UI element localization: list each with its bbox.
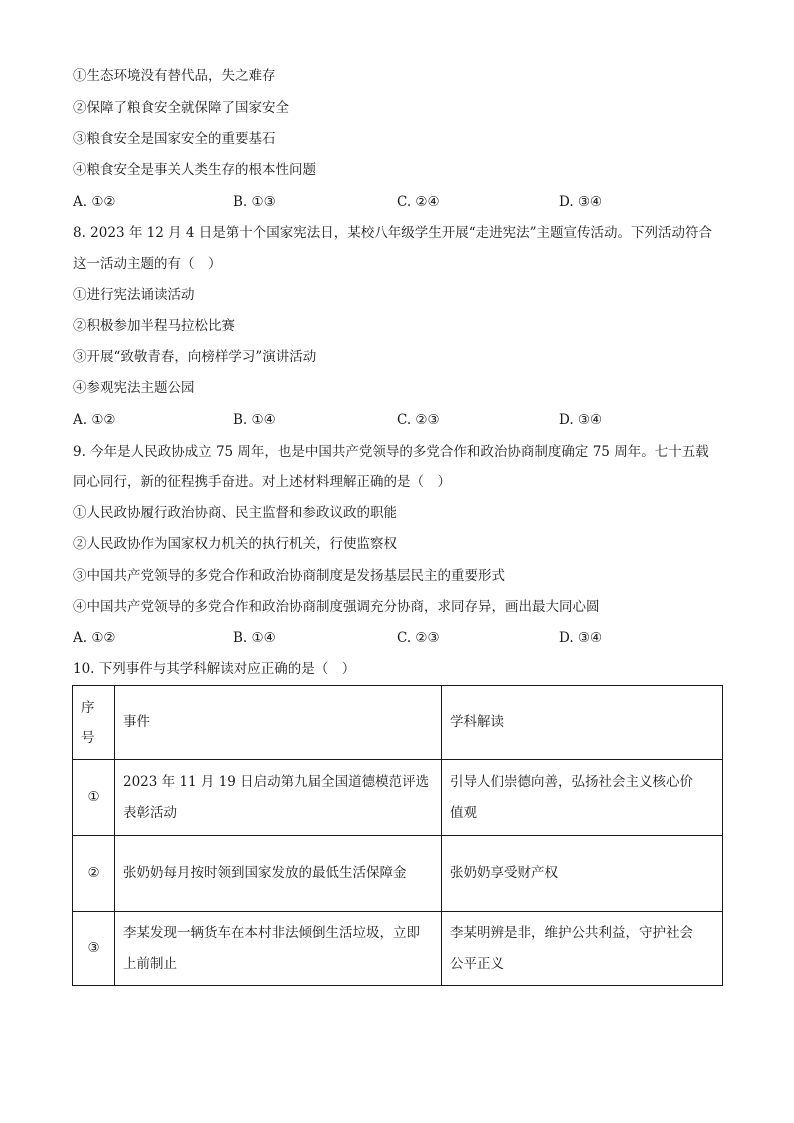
q8-stem-line2: 这一活动主题的有（ ） [73, 256, 222, 272]
q9-option-c[interactable]: C. ②③ [397, 630, 440, 646]
q8-option-c[interactable]: C. ②③ [397, 412, 440, 428]
q8-item-1: ①进行宪法诵读活动 [73, 287, 195, 303]
q8-option-a[interactable]: A. ①② [73, 412, 116, 428]
q9-stem-line1: 9. 今年是人民政协成立 75 周年，也是中国共产党领导的多党合作和政治协商制度确定 75 周年。七十五载 [73, 444, 709, 460]
event-line: 李某发现一辆货车在本村非法倾倒生活垃圾，立即 [123, 924, 420, 941]
event-line: 2023 年 11 月 19 日启动第九届全国道德模范评选 [123, 773, 430, 790]
interp-line: 引导人们崇德向善，弘扬社会主义核心价 [450, 773, 693, 790]
q10-stem: 10. 下列事件与其学科解读对应正确的是（ ） [73, 661, 356, 677]
q7-option-d[interactable]: D. ③④ [559, 194, 603, 210]
table-row [73, 760, 723, 836]
row-seq: ② [73, 836, 115, 912]
row-seq: ③ [73, 912, 115, 986]
q7-item-3: ③粮食安全是国家安全的重要基石 [73, 131, 276, 147]
q9-item-3: ③中国共产党领导的多党合作和政治协商制度是发扬基层民主的重要形式 [73, 568, 505, 584]
event-line: 上前制止 [123, 955, 177, 972]
q8-option-b[interactable]: B. ①④ [233, 412, 276, 428]
table-row [73, 912, 723, 986]
row-interpretation [442, 836, 723, 912]
row-event [115, 760, 442, 836]
q8-item-2: ②积极参加半程马拉松比赛 [73, 318, 235, 334]
interp-line: 李某明辨是非，维护公共利益，守护社会 [450, 924, 693, 941]
q7-options [73, 192, 713, 212]
row-seq: ① [73, 760, 115, 836]
table-header-row [73, 686, 723, 760]
header-interpretation: 学科解读 [442, 686, 723, 760]
interp-line: 公平正义 [450, 955, 504, 972]
q10-table [72, 685, 723, 986]
q9-options [73, 628, 713, 648]
q7-option-a[interactable]: A. ①② [73, 194, 116, 210]
q7-item-4: ④粮食安全是事关人类生存的根本性问题 [73, 162, 316, 178]
q7-option-c[interactable]: C. ②④ [397, 194, 440, 210]
row-event [115, 912, 442, 986]
q9-item-2: ②人民政协作为国家权力机关的执行机关，行使监察权 [73, 536, 397, 552]
table-row [73, 836, 723, 912]
event-line: 表彰活动 [123, 804, 177, 821]
q9-item-4: ④中国共产党领导的多党合作和政治协商制度强调充分协商，求同存异，画出最大同心圆 [73, 599, 600, 615]
event-line: 张奶奶每月按时领到国家发放的最低生活保障金 [123, 865, 407, 881]
interp-line: 值观 [450, 804, 477, 821]
q9-option-b[interactable]: B. ①④ [233, 630, 276, 646]
q8-option-d[interactable]: D. ③④ [559, 412, 603, 428]
q8-item-3: ③开展“致敬青春，向榜样学习”演讲活动 [73, 349, 317, 365]
q9-option-d[interactable]: D. ③④ [559, 630, 603, 646]
q7-option-b[interactable]: B. ①③ [233, 194, 276, 210]
q7-item-2: ②保障了粮食安全就保障了国家安全 [73, 100, 289, 116]
q9-stem-line2: 同心同行，新的征程携手奋进。对上述材料理解正确的是（ ） [73, 474, 451, 490]
header-event: 事件 [115, 686, 442, 760]
interp-line: 张奶奶享受财产权 [450, 865, 558, 881]
row-event [115, 836, 442, 912]
q9-item-1: ①人民政协履行政治协商、民主监督和参政议政的职能 [73, 505, 397, 521]
q9-option-a[interactable]: A. ①② [73, 630, 116, 646]
q8-stem-line1: 8. 2023 年 12 月 4 日是第十个国家宪法日，某校八年级学生开展“走进宪法”主题宣传活动。下列活动符合 [73, 225, 713, 241]
q8-item-4: ④参观宪法主题公园 [73, 380, 195, 396]
q8-options [73, 410, 713, 430]
header-seq: 序号 [73, 686, 115, 760]
row-interpretation [442, 760, 723, 836]
q7-item-1: ①生态环境没有替代品，失之难存 [73, 68, 276, 84]
row-interpretation [442, 912, 723, 986]
